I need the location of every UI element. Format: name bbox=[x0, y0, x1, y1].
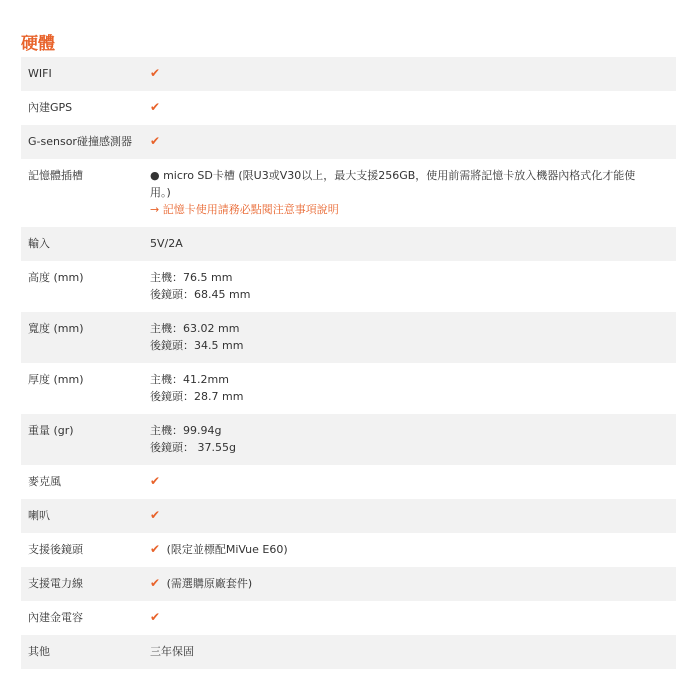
spec-label: 內建GPS bbox=[28, 101, 73, 114]
spec-value bbox=[150, 235, 676, 252]
spec-value-line: 三年保固 bbox=[150, 645, 194, 658]
spec-value-line: 5V/2A bbox=[150, 237, 183, 250]
checkmark-icon: ✔ bbox=[150, 100, 161, 114]
spec-value bbox=[150, 575, 676, 592]
spec-label: 輸入 bbox=[28, 237, 50, 250]
spec-label: 支援電力線 bbox=[28, 577, 83, 590]
spec-row-power-cable bbox=[21, 567, 676, 601]
spec-value bbox=[150, 473, 676, 490]
spec-label: 喇叭 bbox=[28, 509, 50, 522]
spec-value bbox=[150, 99, 676, 116]
spec-row-gsensor bbox=[21, 125, 676, 159]
spec-value bbox=[150, 133, 676, 150]
spec-row-input bbox=[21, 227, 676, 261]
spec-label: 重量 (gr) bbox=[28, 424, 74, 437]
checkmark-icon: ✔ bbox=[150, 66, 161, 80]
spec-label: 麥克風 bbox=[28, 475, 61, 488]
spec-row-gps bbox=[21, 91, 676, 125]
checkmark-icon: ✔ bbox=[150, 542, 161, 556]
spec-value bbox=[150, 320, 676, 354]
checkmark-icon: ✔ bbox=[150, 474, 161, 488]
spec-value bbox=[150, 269, 676, 303]
spec-value bbox=[150, 65, 676, 82]
spec-value-line: 後鏡頭：28.7 mm bbox=[150, 390, 244, 403]
spec-value-line: 後鏡頭： 37.55g bbox=[150, 441, 236, 454]
spec-label: 高度 (mm) bbox=[28, 271, 84, 284]
checkmark-icon: ✔ bbox=[150, 134, 161, 148]
spec-value-line: ● micro SD卡槽 (限U3或V30以上，最大支援256GB，使用前需將記憶卡放入機器內格式化才能使用。) bbox=[150, 169, 636, 199]
spec-label: 記憶體插槽 bbox=[28, 169, 83, 182]
memory-card-notice-link[interactable]: → 記憶卡使用請務必點閱注意事項說明 bbox=[150, 203, 339, 216]
spec-value-line: 主機：41.2mm bbox=[150, 373, 229, 386]
spec-row-other bbox=[21, 635, 676, 669]
spec-value bbox=[150, 507, 676, 524]
spec-label: 寬度 (mm) bbox=[28, 322, 84, 335]
spec-row-supercapacitor bbox=[21, 601, 676, 635]
spec-value-line: 後鏡頭：68.45 mm bbox=[150, 288, 251, 301]
spec-row-wifi bbox=[21, 57, 676, 91]
spec-row-width bbox=[21, 312, 676, 363]
spec-value-note: (限定並標配MiVue E60) bbox=[166, 543, 288, 556]
spec-value-note: (需選購原廠套件) bbox=[166, 577, 253, 590]
spec-value bbox=[150, 541, 676, 558]
spec-row-rear-camera bbox=[21, 533, 676, 567]
spec-row-microphone bbox=[21, 465, 676, 499]
spec-row-thickness bbox=[21, 363, 676, 414]
spec-value-line: 主機：99.94g bbox=[150, 424, 222, 437]
spec-value bbox=[150, 422, 676, 456]
spec-label: 其他 bbox=[28, 645, 50, 658]
spec-label: 厚度 (mm) bbox=[28, 373, 84, 386]
spec-label: 內建金電容 bbox=[28, 611, 83, 624]
spec-value-line: 後鏡頭：34.5 mm bbox=[150, 339, 244, 352]
spec-value bbox=[150, 609, 676, 626]
spec-row-speaker bbox=[21, 499, 676, 533]
spec-row-height bbox=[21, 261, 676, 312]
spec-label: G-sensor碰撞感測器 bbox=[28, 135, 132, 148]
checkmark-icon: ✔ bbox=[150, 576, 161, 590]
spec-label: WIFI bbox=[28, 67, 52, 80]
checkmark-icon: ✔ bbox=[150, 508, 161, 522]
spec-value bbox=[150, 167, 676, 218]
spec-value bbox=[150, 371, 676, 405]
spec-table bbox=[21, 57, 676, 669]
spec-value-line: 主機：76.5 mm bbox=[150, 271, 233, 284]
spec-row-memory-slot bbox=[21, 159, 676, 227]
checkmark-icon: ✔ bbox=[150, 610, 161, 624]
spec-value-line: 主機：63.02 mm bbox=[150, 322, 240, 335]
section-title: 硬體 bbox=[21, 34, 55, 54]
spec-row-weight bbox=[21, 414, 676, 465]
spec-value bbox=[150, 643, 676, 660]
spec-label: 支援後鏡頭 bbox=[28, 543, 83, 556]
